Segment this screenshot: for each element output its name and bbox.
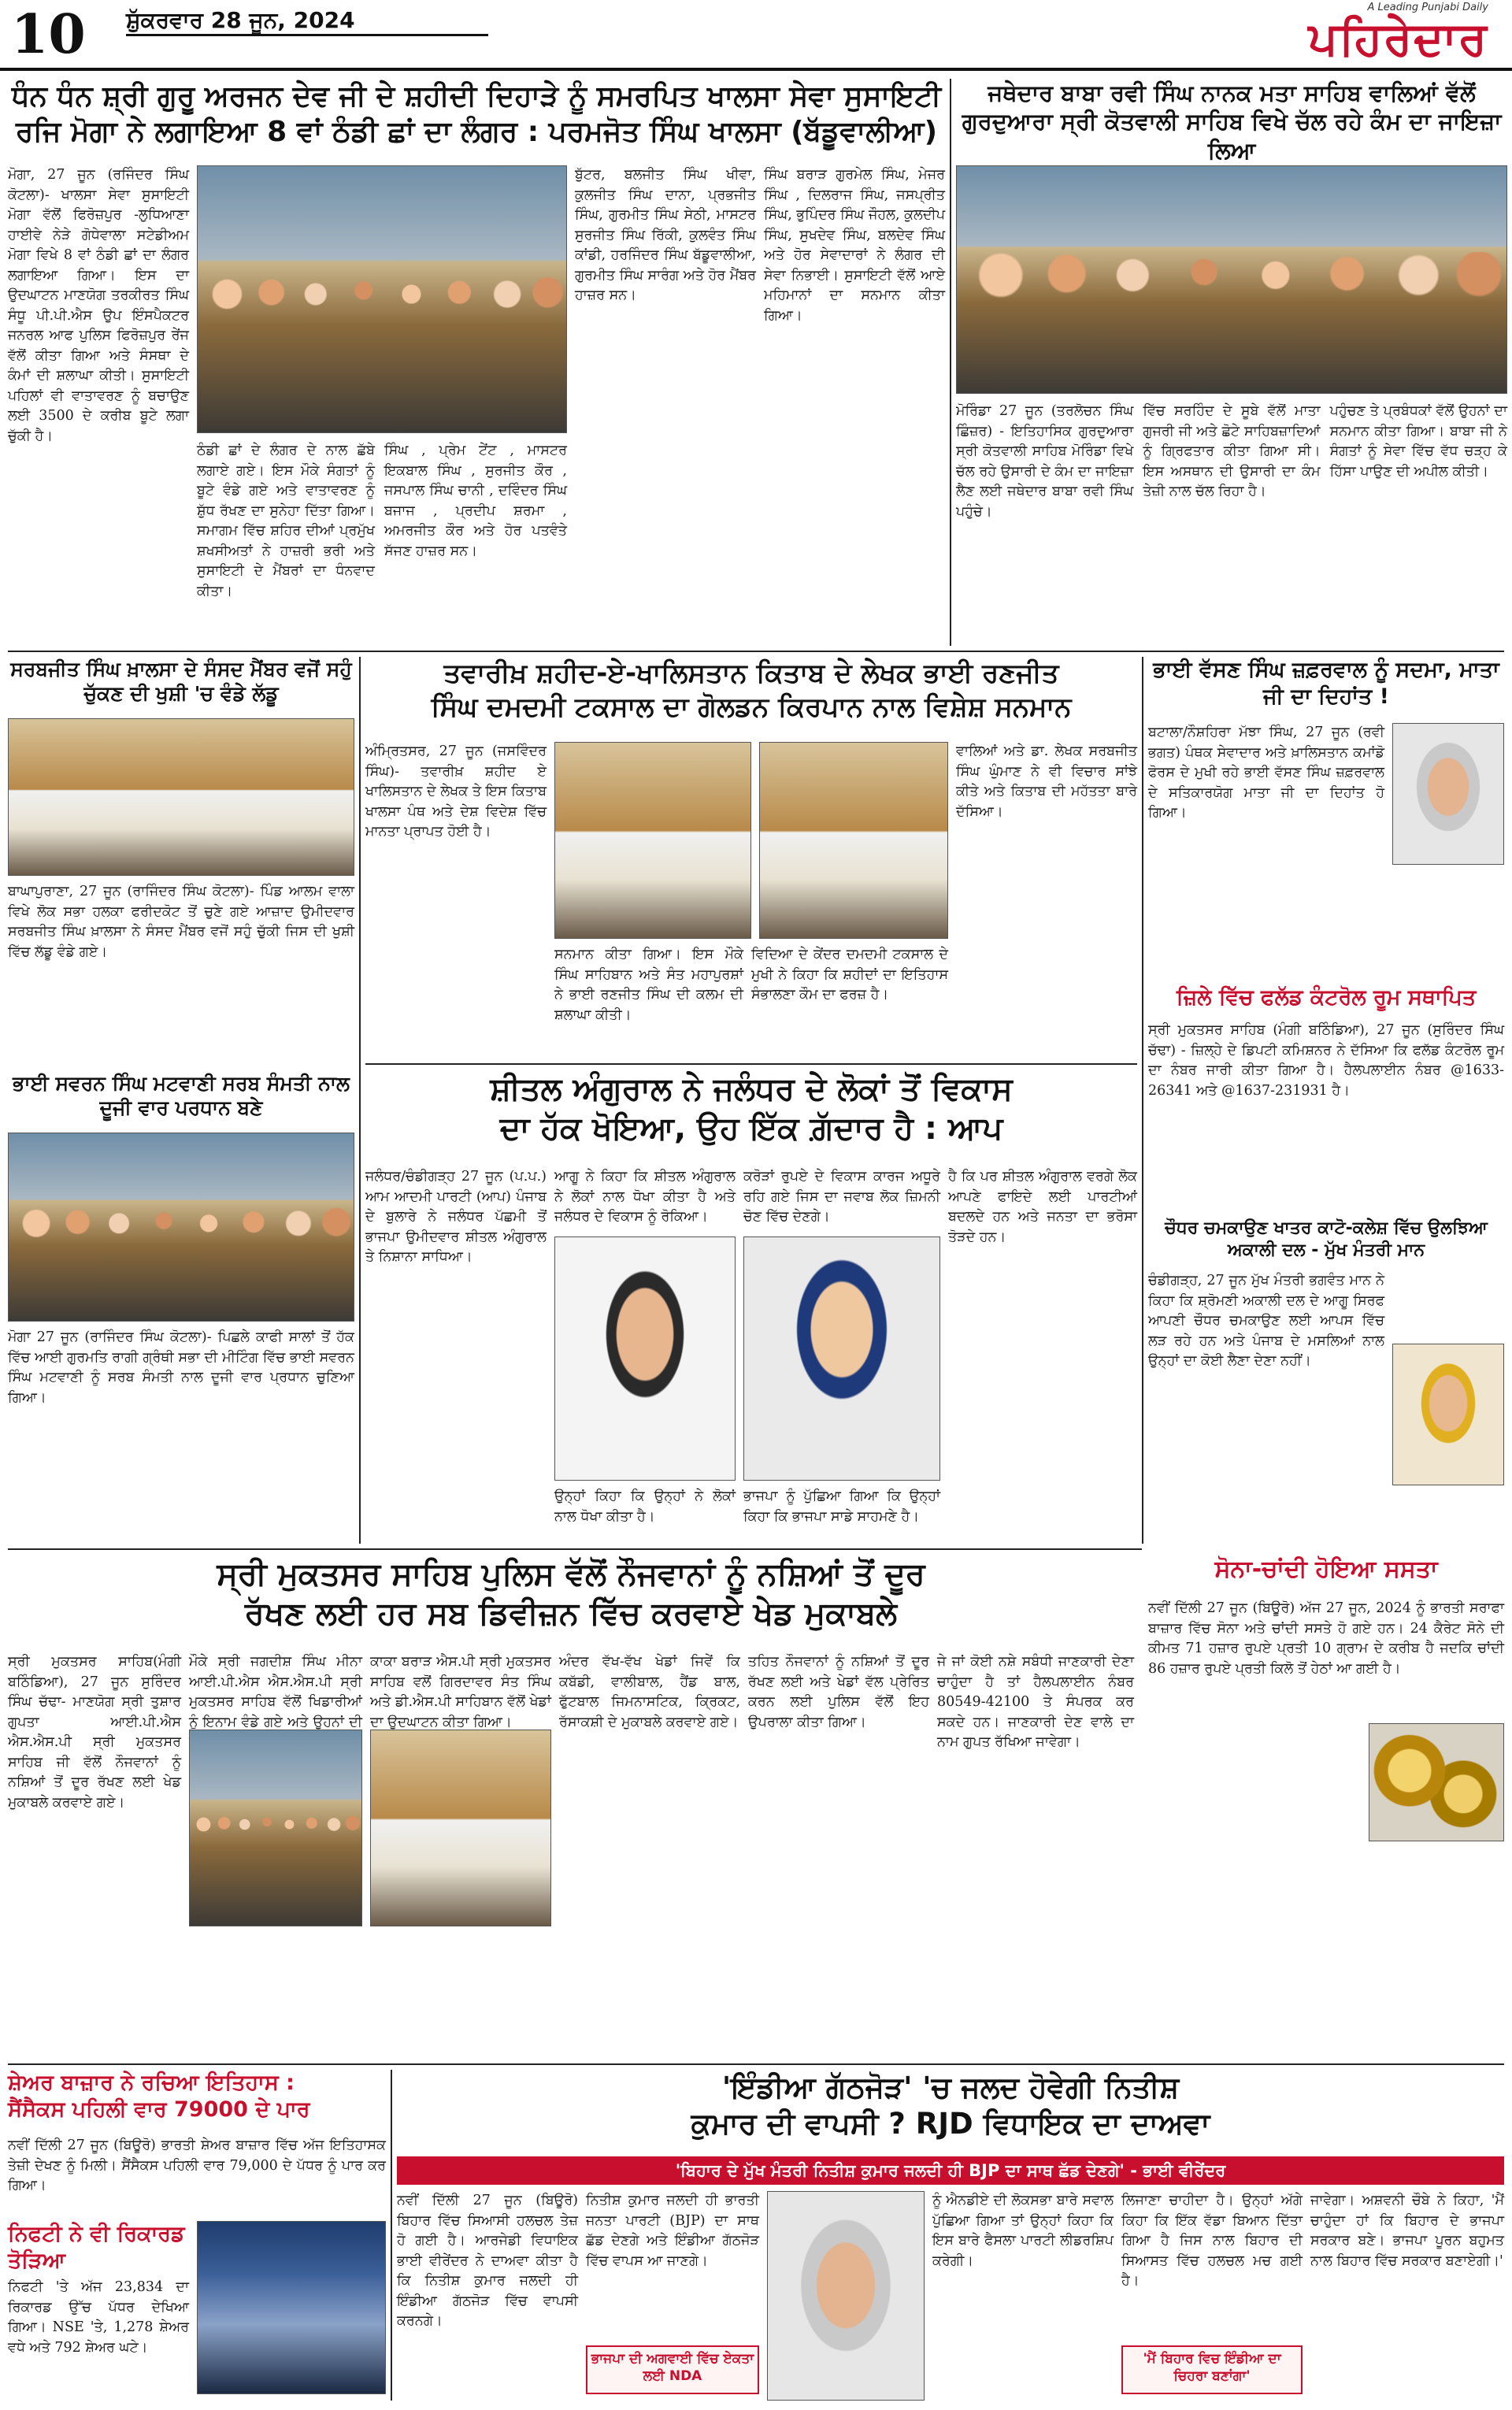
jewellery-photo (1369, 1723, 1504, 1841)
masthead (0, 0, 1512, 71)
column-rule (1142, 657, 1143, 1544)
sub-headline: ਨਿਫਟੀ ਨੇ ਵੀ ਰਿਕਾਰਡ ਤੋੜਿਆ (8, 2222, 185, 2273)
story-column: ਠੰਡੀ ਛਾਂ ਦੇ ਲੰਗਰ ਦੇ ਨਾਲ ਛੱਬੇ ਲਗਾਏ ਗਏ। ਇਸ ਮੌਕੇ ਸੰਗਤਾਂ ਨੂੰ ਬੂਟੇ ਵੰਡੇ ਗਏ ਅਤੇ ਵਾਤਾਵਰਣ ਨੂੰ ਸ਼ੁੱਧ ਰੱਖਣ ਦਾ ਸੁਨੇਹਾ ਦਿੱਤਾ ਗਿਆ। ਸਮਾਗਮ ਵਿੱਚ ਸ਼ਹਿਰ ਦੀਆਂ ਪ੍ਰਮੁੱਖ ਸ਼ਖਸੀਅਤਾਂ ਨੇ ਹਾਜ਼ਰੀ ਭਰੀ ਅਤੇ ਸੁਸਾਇਟੀ ਦੇ ਮੈਂਬਰਾਂ ਦਾ ਧੰਨਵਾਦ ਕੀਤਾ। (197, 443, 375, 599)
story-headline (8, 2070, 386, 2130)
story-kotwali-sahib (956, 79, 1507, 646)
story-column: ਸਿੰਘ ਬਰਾੜ ਗੁਰਮੇਲ ਸਿੰਘ, ਮੇਜਰ ਸਿੰਘ , ਦਿਲਰਾਜ ਸਿੰਘ, ਜਸਪ੍ਰੀਤ ਸਿੰਘ, ਭੁਪਿੰਦਰ ਸਿੰਘ ਜੌਹਲ, ਕੁਲਦੀਪ ਸਿੰਘ, ਸੁਖਦੇਵ ਸਿੰਘ, ਬਲਦੇਵ ਸਿੰਘ ਅਤੇ ਹੋਰ ਸੇਵਾਦਾਰਾਂ ਨੇ ਲੰਗਰ ਦੀ ਸੇਵਾ ਨਿਭਾਈ। ਸੁਸਾਇਟੀ ਵੱਲੋਂ ਆਏ ਮਹਿਮਾਨਾਂ ਦਾ ਸਨਮਾਨ ਕੀਤਾ ਗਿਆ। (764, 167, 945, 324)
story-matwani-president (8, 1071, 354, 1544)
brand (1308, 2, 1488, 64)
story-column: ਪਹੁੰਚਣ ਤੇ ਪ੍ਰਬੰਧਕਾਂ ਵੱਲੋਂ ਉਹਨਾਂ ਦਾ ਸਨਮਾਨ ਕੀਤਾ ਗਿਆ। ਬਾਬਾ ਜੀ ਨੇ ਸੰਗਤਾਂ ਨੂੰ ਸੇਵਾ ਵਿੱਚ ਵੱਧ ਚੜ੍ਹ ਕੇ ਹਿੱਸਾ ਪਾਉਣ ਦੀ ਅਪੀਲ ਕੀਤੀ। (1329, 403, 1507, 480)
paper-name: ਪਹਿਰੇਦਾਰ (1308, 12, 1488, 65)
story-headline: ਚੌਧਰ ਚਮਕਾਉਣ ਖਾਤਰ ਕਾਟੋ-ਕਲੇਸ਼ ਵਿੱਚ ਉਲਝਿਆ ਅਕਾਲੀ ਦਲ - ਮੁੱਖ ਮੰਤਰੀ ਮਾਨ (1165, 1218, 1488, 1260)
headline-line: ਸੈਂਸੈਕਸ ਪਹਿਲੀ ਵਾਰ 79000 ਦੇ ਪਾਰ (8, 2097, 310, 2122)
story-column: ਜਾਵੇਗਾ। ਅਸ਼ਵਨੀ ਚੌਬੇ ਨੇ ਕਿਹਾ, 'ਮੈਂ ਚਾਹੁੰਦਾ ਹਾਂ ਕਿ ਬਿਹਾਰ ਦੇ ਭਾਜਪਾ ਸਰਕਾਰ ਬਣੇ। ਭਾਜਪਾ ਪੂਰਨ ਬਹੁਮਤ ਨਾਲ ਬਿਹਾਰ ਵਿੱਚ ਸਰਕਾਰ ਬਣਾਏਗੀ।' (1310, 2193, 1504, 2269)
story-khalsa-seva (8, 79, 945, 646)
story-zafarwal-condolence (1148, 657, 1504, 980)
story-column: ਨਵੀਂ ਦਿੱਲੀ 27 ਜੂਨ (ਬਿਊਰੋ) ਭਾਰਤੀ ਸ਼ੇਅਰ ਬਾਜ਼ਾਰ ਵਿੱਚ ਅੱਜ ਇਤਿਹਾਸਕ ਤੇਜ਼ੀ ਦੇਖਣ ਨੂੰ ਮਿਲੀ। ਸੈਂਸੈਕਸ ਪਹਿਲੀ ਵਾਰ 79,000 ਦੇ ਪੱਧਰ ਨੂੰ ਪਾਰ ਕਰ ਗਿਆ। (8, 2137, 386, 2193)
portrait-photo (743, 1237, 940, 1481)
story-sarabjit-oath (8, 657, 354, 1066)
headline-line: ਸ਼ੇਅਰ ਬਾਜ਼ਾਰ ਨੇ ਰਚਿਆ ਇਤਿਹਾਸ : (8, 2071, 295, 2095)
story-column: ਬੁੱਟਰ, ਬਲਜੀਤ ਸਿੰਘ ਖੀਵਾ, ਕੁਲਜੀਤ ਸਿੰਘ ਦਾਨਾ, ਪ੍ਰਭਜੀਤ ਸਿੰਘ, ਗੁਰਮੀਤ ਸਿੰਘ ਸੇਠੀ, ਮਾਸਟਰ ਸੁਰਜੀਤ ਸਿੰਘ ਰਿੱਕੀ, ਕੁਲਵੰਤ ਸਿੰਘ ਕਾਂਡੀ, ਹਰਜਿੰਦਰ ਸਿੰਘ ਬੱਡੂਵਾਲੀਆ, ਗੁਰਮੀਤ ਸਿੰਘ ਸਾਰੰਗ ਅਤੇ ਹੋਰ ਮੈਂਬਰ ਹਾਜ਼ਰ ਸਨ। (575, 167, 756, 303)
story-police-sports (8, 1555, 1134, 2059)
story-column: ਅੰਦਰ ਵੱਖ-ਵੱਖ ਖੇਡਾਂ ਜਿਵੇਂ ਕਿ ਕਬੱਡੀ, ਵਾਲੀਬਾਲ, ਹੈਂਡ ਬਾਲ, ਫੁੱਟਬਾਲ ਜਿਮਨਾਸਟਿਕ, ਕ੍ਰਿਕਟ, ਰੱਸਾਕਸ਼ੀ ਦੇ ਮੁਕਾਬਲੇ ਕਰਵਾਏ ਗਏ। (559, 1654, 740, 1730)
story-column: ਨੂੰ ਐਨਡੀਏ ਦੀ ਲੋਕਸਭਾ ਬਾਰੇ ਸਵਾਲ ਪੁੱਛਿਆ ਗਿਆ ਤਾਂ ਉਨ੍ਹਾਂ ਕਿਹਾ ਕਿ ਇਸ ਬਾਰੇ ਫੈਸਲਾ ਪਾਰਟੀ ਲੀਡਰਸ਼ਿਪ ਕਰੇਗੀ। (932, 2193, 1114, 2269)
column-rule (391, 2070, 392, 2401)
ladoo-photo (8, 718, 354, 876)
story-column: ਮੋਰਿੰਡਾ 27 ਜੂਨ (ਤਰਲੋਚਨ ਸਿੰਘ ਛਿੰਜ਼ਰ) - ਇਤਿਹਾਸਿਕ ਗੁਰਦੁਆਰਾ ਸ੍ਰੀ ਕੋਤਵਾਲੀ ਸਾਹਿਬ ਮੋਰਿੰਡਾ ਵਿਖੇ ਚੱਲ ਰਹੇ ਉਸਾਰੀ ਦੇ ਕੰਮ ਦਾ ਜਾਇਜ਼ਾ ਲੈਣ ਲਈ ਜਥੇਦਾਰ ਬਾਬਾ ਰਵੀ ਸਿੰਘ ਪਹੁੰਚੇ। (956, 403, 1134, 520)
story-headline: ਭਾਈ ਵੱਸਣ ਸਿੰਘ ਜ਼ਫ਼ਰਵਾਲ ਨੂੰ ਸਦਮਾ, ਮਾਤਾ ਜੀ ਦਾ ਦਿਹਾਂਤ ! (1153, 658, 1499, 709)
sports-photo (189, 1730, 362, 1926)
headline-line: ਸ਼ੀਤਲ ਅੰਗੁਰਾਲ ਨੇ ਜਲੰਧਰ ਦੇ ਲੋਕਾਂ ਤੋਂ ਵਿਕਾਸ (490, 1071, 1013, 1107)
story-headline (365, 1070, 1137, 1161)
elder-photo (1392, 723, 1504, 865)
column-rule (950, 79, 951, 646)
issue-date: ਸ਼ੁੱਕਰਵਾਰ 28 ਜੂਨ, 2024 (126, 5, 488, 36)
photo-caption: ਉਨ੍ਹਾਂ ਕਿਹਾ ਕਿ ਉਨ੍ਹਾਂ ਨੇ ਲੋਕਾਂ ਨਾਲ ਧੋਖਾ ਕੀਤਾ ਹੈ। (554, 1489, 736, 1525)
headline-line: 'ਇੰਡੀਆ ਗੱਠਜੋੜ' 'ਚ ਜਲਦ ਹੋਵੇਗੀ ਨਿਤੀਸ਼ (721, 2071, 1180, 2104)
story-column: ਸ੍ਰੀ ਮੁਕਤਸਰ ਸਾਹਿਬ (ਮੰਗੀ ਬਠਿੰਡਿਆ), 27 ਜੂਨ (ਸੁਰਿੰਦਰ ਸਿੰਘ ਚੱਢਾ) - ਜ਼ਿਲ੍ਹੇ ਦੇ ਡਿਪਟੀ ਕਮਿਸ਼ਨਰ ਨੇ ਦੱਸਿਆ ਕਿ ਫਲੱਡ ਕੰਟਰੋਲ ਰੂਮ ਦਾ ਨੰਬਰ ਜਾਰੀ ਕੀਤਾ ਗਿਆ ਹੈ। ਹੈਲਪਲਾਈਨ ਨੰਬਰ @1633-26341 ਅਤੇ @1637-231931 ਹੈ। (1148, 1022, 1504, 1099)
story-column: ਚੰਡੀਗੜ੍ਹ, 27 ਜੂਨ ਮੁੱਖ ਮੰਤਰੀ ਭਗਵੰਤ ਮਾਨ ਨੇ ਕਿਹਾ ਕਿ ਸ਼੍ਰੋਮਣੀ ਅਕਾਲੀ ਦਲ ਦੇ ਆਗੂ ਸਿਰਫ ਆਪਣੀ ਚੌਧਰ ਚਮਕਾਉਣ ਲਈ ਆਪਸ ਵਿੱਚ ਲੜ ਰਹੇ ਹਨ ਅਤੇ ਪੰਜਾਬ ਦੇ ਮਸਲਿਆਂ ਨਾਲ ਉਨ੍ਹਾਂ ਦਾ ਕੋਈ ਲੈਣਾ ਦੇਣਾ ਨਹੀਂ। (1148, 1273, 1384, 1369)
honour-photo (759, 742, 948, 939)
story-headline (8, 79, 945, 161)
section-rule (8, 651, 1504, 652)
page-number: 10 (11, 3, 86, 66)
story-column: ਮੌਕੇ ਸ੍ਰੀ ਜਗਦੀਸ਼ ਸਿੰਘ ਮੀਨਾ ਆਈ.ਪੀ.ਐਸ ਐਸ.ਐਸ.ਪੀ ਸ੍ਰੀ ਮੁਕਤਸਰ ਸਾਹਿਬ ਵੱਲੋਂ ਖਿਡਾਰੀਆਂ ਨੂੰ ਇਨਾਮ ਵੰਡੇ ਗਏ ਅਤੇ ਉਹਨਾਂ ਦੀ (189, 1654, 362, 1730)
story-headline: ਸਰਬਜੀਤ ਸਿੰਘ ਖ਼ਾਲਸਾ ਦੇ ਸੰਸਦ ਮੈਂਬਰ ਵਜੋਂ ਸਹੁੰ ਚੁੱਕਣ ਦੀ ਖੁਸ਼ੀ 'ਚ ਵੰਡੇ ਲੱਡੂ (10, 658, 352, 706)
story-column: ਤਹਿਤ ਨੌਜਵਾਨਾਂ ਨੂੰ ਨਸ਼ਿਆਂ ਤੋਂ ਦੂਰ ਰੱਖਣ ਲਈ ਅਤੇ ਖੇਡਾਂ ਵੱਲ ਪ੍ਰੇਰਿਤ ਕਰਨ ਲਈ ਪੁਲਿਸ ਵੱਲੋਂ ਇਹ ਉਪਰਾਲਾ ਕੀਤਾ ਗਿਆ। (748, 1654, 929, 1730)
story-column: ਸਿੰਘ , ਪ੍ਰੇਮ ਟੇਂਟ , ਮਾਸਟਰ ਇਕਬਾਲ ਸਿੰਘ , ਸੁਰਜੀਤ ਕੌਰ , ਜਸਪਾਲ ਸਿੰਘ ਚਾਨੀ , ਦਵਿੰਦਰ ਸਿੰਘ ਬਜਾਜ , ਪ੍ਰਦੀਪ ਸ਼ਰਮਾ , ਅਮਰਜੀਤ ਕੌਰ ਅਤੇ ਹੋਰ ਪਤਵੰਤੇ ਸੱਜਣ ਹਾਜ਼ਰ ਸਨ। (384, 443, 567, 559)
story-ranjit-singh-honour (365, 657, 1137, 1059)
headline-line: ਤਵਾਰੀਖ਼ ਸ਼ਹੀਦ-ਏ-ਖਾਲਿਸਤਾਨ ਕਿਤਾਬ ਦੇ ਲੇਖਕ ਭਾਈ ਰਣਜੀਤ (443, 658, 1059, 689)
story-headline: ਜ਼ਿਲੇ ਵਿੱਚ ਫਲੱਡ ਕੰਟਰੋਲ ਰੂਮ ਸਥਾਪਿਤ (1176, 985, 1477, 1010)
section-rule (365, 1063, 1137, 1065)
story-column: ਅੰਮ੍ਰਿਤਸਰ, 27 ਜੂਨ (ਜਸਵਿੰਦਰ ਸਿੰਘ)- ਤਵਾਰੀਖ਼ ਸ਼ਹੀਦ ਏ ਖਾਲਿਸਤਾਨ ਦੇ ਲੇਖਕ ਤੇ ਇਸ ਕਿਤਾਬ ਖਾਲਸਾ ਪੰਥ ਅਤੇ ਦੇਸ਼ ਵਿਦੇਸ਼ ਵਿੱਚ ਮਾਨਤਾ ਪ੍ਰਾਪਤ ਹੋਈ ਹੈ। (365, 743, 547, 840)
story-flood-control (1148, 984, 1504, 1213)
story-headline (397, 2070, 1504, 2152)
visit-photo (956, 165, 1507, 394)
headline-line: ਗੁਰਦੁਆਰਾ ਸ੍ਰੀ ਕੋਤਵਾਲੀ ਸਾਹਿਬ ਵਿਖੇ ਚੱਲ ਰਹੇ ਕੰਮ ਦਾ ਜਾਇਜ਼ਾ ਲਿਆ (962, 108, 1502, 164)
story-column: ਮੋਗਾ, 27 ਜੂਨ (ਰਜਿੰਦਰ ਸਿੰਘ ਕੋਟਲਾ)- ਖਾਲਸਾ ਸੇਵਾ ਸੁਸਾਇਟੀ ਮੋਗਾ ਵੱਲੋਂ ਫਿਰੋਜ਼ਪੁਰ -ਲੁਧਿਆਣਾ ਹਾਈਵੇ ਨੇੜੇ ਗੋਧੇਵਾਲਾ ਸਟੇਡੀਅਮ ਮੋਗਾ ਵਿਖੇ 8 ਵਾਂ ਠੰਡੀ ਛਾਂ ਦਾ ਲੰਗਰ ਲਗਾਇਆ ਗਿਆ। ਇਸ ਦਾ ਉਦਘਾਟਨ ਮਾਣਯੋਗ ਤਰਕੀਰਤ ਸਿੰਘ ਸੰਧੂ ਪੀ.ਪੀ.ਐਸ ਉਪ ਇੰਸਪੈਕਟਰ ਜਨਰਲ ਆਫ ਪੁਲਿਸ ਫਿਰੋਜ਼ਪੁਰ ਰੇਂਜ ਵੱਲੋਂ ਕੀਤਾ ਗਿਆ ਅਤੇ ਸੰਸਥਾ ਦੇ ਕੰਮਾਂ ਦੀ ਸ਼ਲਾਘਾ ਕੀਤੀ। ਸੁਸਾਇਟੀ ਪਹਿਲਾਂ ਵੀ ਵਾਤਾਵਰਣ ਨੂੰ ਬਚਾਉਣ ਲਈ 3500 ਦੇ ਕਰੀਬ ਬੂਟੇ ਲਗਾ ਚੁੱਕੀ ਹੈ। (8, 167, 189, 444)
sabha-photo (8, 1133, 354, 1322)
headline-line: ਸ੍ਰੀ ਮੁਕਤਸਰ ਸਾਹਿਬ ਪੁਲਿਸ ਵੱਲੋਂ ਨੌਜਵਾਨਾਂ ਨੂੰ ਨਸ਼ਿਆਂ ਤੋਂ ਦੂਰ (217, 1556, 925, 1592)
group-photo (197, 165, 567, 433)
story-column: ਮੋਗਾ 27 ਜੂਨ (ਰਾਜਿੰਦਰ ਸਿੰਘ ਕੋਟਲਾ)- ਪਿਛਲੇ ਕਾਫੀ ਸਾਲਾਂ ਤੋਂ ਹੱਕ ਵਿੱਚ ਆਈ ਗੁਰਮਤਿ ਰਾਗੀ ਗ੍ਰੰਥੀ ਸਭਾ ਦੀ ਮੀਟਿੰਗ ਵਿੱਚ ਭਾਈ ਸਵਰਨ ਸਿੰਘ ਮਟਵਾਣੀ ਨੂੰ ਸਰਬ ਸੰਮਤੀ ਨਾਲ ਦੂਜੀ ਵਾਰ ਪ੍ਰਧਾਨ ਚੁਣਿਆ ਗਿਆ। (8, 1329, 354, 1406)
story-column: ਨਿਤੀਸ਼ ਕੁਮਾਰ ਜਲਦੀ ਹੀ ਭਾਰਤੀ ਜਨਤਾ ਪਾਰਟੀ (BJP) ਦਾ ਸਾਥ ਛੱਡ ਦੇਣਗੇ ਅਤੇ ਇੰਡੀਆ ਗੱਠਜੋੜ ਵਿੱਚ ਵਾਪਸ ਆ ਜਾਣਗੇ। (586, 2193, 759, 2269)
portrait-photo (554, 1237, 736, 1481)
story-nitish-kumar (397, 2070, 1504, 2401)
story-column: ਸ੍ਰੀ ਮੁਕਤਸਰ ਸਾਹਿਬ(ਮੰਗੀ ਬਠਿੰਡਿਆ), 27 ਜੂਨ ਸੁਰਿੰਦਰ ਸਿੰਘ ਚੱਢਾ- ਮਾਣਯੋਗ ਸ੍ਰੀ ਤੁਸ਼ਾਰ ਗੁਪਤਾ ਆਈ.ਪੀ.ਐਸ ਐਸ.ਐਸ.ਪੀ ਸ੍ਰੀ ਮੁਕਤਸਰ ਸਾਹਿਬ ਜੀ ਵੱਲੋਂ ਨੌਜਵਾਨਾਂ ਨੂੰ ਨਸ਼ਿਆਂ ਤੋਂ ਦੂਰ ਰੱਖਣ ਲਈ ਖੇਡ ਮੁਕਾਬਲੇ ਕਰਵਾਏ ਗਏ। (8, 1654, 181, 1811)
quote-box: 'ਮੈਂ ਬਿਹਾਰ ਵਿਚ ਇੰਡੀਆ ਦਾ ਚਿਹਰਾ ਬਣਾਂਗਾ' (1121, 2345, 1303, 2394)
honour-photo (554, 742, 751, 939)
headline-line: ਰਜਿ ਮੋਗਾ ਨੇ ਲਗਾਇਆ 8 ਵਾਂ ਠੰਡੀ ਛਾਂ ਦਾ ਲੰਗਰ : ਪਰਮਜੋਤ ਸਿੰਘ ਖਾਲਸਾ (ਬੱਡੂਵਾਲੀਆ) (15, 116, 938, 148)
story-gold-silver (1148, 1555, 1504, 2059)
story-column: ਵਿੱਚ ਸਰਹਿੰਦ ਦੇ ਸੂਬੇ ਵੱਲੋਂ ਮਾਤਾ ਗੁਜਰੀ ਜੀ ਅਤੇ ਛੋਟੇ ਸਾਹਿਬਜ਼ਾਦਿਆਂ ਨੂੰ ਗ੍ਰਿਫਤਾਰ ਕੀਤਾ ਗਿਆ ਸੀ। ਇਸ ਅਸਥਾਨ ਦੀ ਉਸਾਰੀ ਦਾ ਕੰਮ ਤੇਜ਼ੀ ਨਾਲ ਚੱਲ ਰਿਹਾ ਹੈ। (1143, 403, 1321, 499)
headline-line: ਸਿੰਘ ਦਮਦਮੀ ਟਕਸਾਲ ਦਾ ਗੋਲਡਨ ਕਿਰਪਾਨ ਨਾਲ ਵਿਸ਼ੇਸ਼ ਸਨਮਾਨ (431, 691, 1072, 723)
story-column: ਜਲੰਧਰ/ਚੰਡੀਗੜ੍ਹ 27 ਜੂਨ (ਪ.ਪ.) ਆਮ ਆਦਮੀ ਪਾਰਟੀ (ਆਪ) ਪੰਜਾਬ ਦੇ ਬੁਲਾਰੇ ਨੇ ਜਲੰਧਰ ਪੱਛਮੀ ਤੋਂ ਭਾਜਪਾ ਉਮੀਦਵਾਰ ਸ਼ੀਤਲ ਅੰਗੁਰਾਲ ਤੇ ਨਿਸ਼ਾਨਾ ਸਾਧਿਆ। (365, 1169, 547, 1265)
story-headline: ਭਾਈ ਸਵਰਨ ਸਿੰਘ ਮਟਵਾਣੀ ਸਰਬ ਸੰਮਤੀ ਨਾਲ ਦੂਜੀ ਵਾਰ ਪਰਧਾਨ ਬਣੇ (13, 1072, 350, 1120)
story-column: ਵਾਲਿਆਂ ਅਤੇ ਡਾ. ਲੇਖਕ ਸਰਬਜੀਤ ਸਿੰਘ ਘੁੰਮਾਣ ਨੇ ਵੀ ਵਿਚਾਰ ਸਾਂਝੇ ਕੀਤੇ ਅਤੇ ਕਿਤਾਬ ਦੀ ਮਹੱਤਤਾ ਬਾਰੇ ਦੱਸਿਆ। (956, 743, 1137, 820)
story-column: ਆਗੂ ਨੇ ਕਿਹਾ ਕਿ ਸ਼ੀਤਲ ਅੰਗੁਰਾਲ ਨੇ ਲੋਕਾਂ ਨਾਲ ਧੋਖਾ ਕੀਤਾ ਹੈ ਅਤੇ ਜਲੰਧਰ ਦੇ ਵਿਕਾਸ ਨੂੰ ਰੋਕਿਆ। (554, 1169, 736, 1225)
story-sheetal-angural (365, 1070, 1137, 1544)
story-column: ਲਿਜਾਣਾ ਚਾਹੀਦਾ ਹੈ। ਉਨ੍ਹਾਂ ਅੱਗੇ ਕਿਹਾ ਕਿ ਇੱਕ ਵੱਡਾ ਬਿਆਨ ਦਿੱਤਾ ਗਿਆ ਹੈ ਜਿਸ ਨਾਲ ਬਿਹਾਰ ਦੀ ਸਿਆਸਤ ਵਿੱਚ ਹਲਚਲ ਮਚ ਗਈ ਹੈ। (1121, 2193, 1303, 2289)
nda-caption: ਭਾਜਪਾ ਦੀ ਅਗਵਾਈ ਵਿੱਚ ਏਕਤਾ ਲਈ NDA (586, 2345, 759, 2394)
nitish-kumar-photo (767, 2191, 925, 2401)
story-column: ਸਨਮਾਨ ਕੀਤਾ ਗਿਆ। ਇਸ ਮੌਕੇ ਸਿੰਘ ਸਾਹਿਬਾਨ ਅਤੇ ਸੰਤ ਮਹਾਪੁਰਸ਼ਾਂ ਨੇ ਭਾਈ ਰਣਜੀਤ ਸਿੰਘ ਦੀ ਕਲਮ ਦੀ ਸ਼ਲਾਘਾ ਕੀਤੀ। (554, 947, 743, 1023)
story-column: ਨਵੀਂ ਦਿੱਲੀ 27 ਜੂਨ (ਬਿਊਰੋ) ਅੱਜ 27 ਜੂਨ, 2024 ਨੂੰ ਭਾਰਤੀ ਸਰਾਫਾ ਬਾਜ਼ਾਰ ਵਿੱਚ ਸੋਨਾ ਅਤੇ ਚਾਂਦੀ ਸਸਤੇ ਹੋ ਗਏ ਹਨ। 24 ਕੈਰੇਟ ਸੋਨੇ ਦੀ ਕੀਮਤ 71 ਹਜ਼ਾਰ ਰੁਪਏ ਪ੍ਰਤੀ 10 ਗ੍ਰਾਮ ਦੇ ਕਰੀਬ ਹੈ ਜਦਕਿ ਚਾਂਦੀ 86 ਹਜ਼ਾਰ ਰੁਪਏ ਪ੍ਰਤੀ ਕਿਲੋ ਤੋਂ ਹੇਠਾਂ ਆ ਗਈ ਹੈ। (1148, 1600, 1504, 1677)
story-headline (365, 657, 1137, 736)
sports-photo (370, 1730, 551, 1926)
story-column: ਬਟਾਲਾ/ਨੌਸ਼ਹਿਰਾ ਮੱਝਾ ਸਿੰਘ, 27 ਜੂਨ (ਰਵੀ ਭਗਤ) ਪੰਥਕ ਸੇਵਾਦਾਰ ਅਤੇ ਖ਼ਾਲਿਸਤਾਨ ਕਮਾਂਡੋ ਫੋਰਸ ਦੇ ਮੁਖੀ ਰਹੇ ਭਾਈ ਵੱਸਣ ਸਿੰਘ ਜ਼ਫ਼ਰਵਾਲ ਦੇ ਸਤਿਕਾਰਯੋਗ ਮਾਤਾ ਜੀ ਦਾ ਦਿਹਾਂਤ ਹੋ ਗਿਆ। (1148, 725, 1384, 821)
story-column: ਵਿਦਿਆ ਦੇ ਕੇਂਦਰ ਦਮਦਮੀ ਟਕਸਾਲ ਦੇ ਮੁਖੀ ਨੇ ਕਿਹਾ ਕਿ ਸ਼ਹੀਦਾਂ ਦਾ ਇਤਿਹਾਸ ਸੰਭਾਲਣਾ ਕੌਮ ਦਾ ਫਰਜ਼ ਹੈ। (751, 947, 948, 1003)
photo-caption: ਭਾਜਪਾ ਨੂੰ ਪੁੱਛਿਆ ਗਿਆ ਕਿ ਉਨ੍ਹਾਂ ਕਿਹਾ ਕਿ ਭਾਜਪਾ ਸਾਡੇ ਸਾਹਮਣੇ ਹੈ। (743, 1489, 940, 1525)
story-column: ਬਾਘਾਪੁਰਾਣਾ, 27 ਜੂਨ (ਰਾਜਿੰਦਰ ਸਿੰਘ ਕੋਟਲਾ)- ਪਿੰਡ ਆਲਮ ਵਾਲਾ ਵਿਖੇ ਲੋਕ ਸਭਾ ਹਲਕਾ ਫਰੀਦਕੋਟ ਤੋਂ ਚੁਣੇ ਗਏ ਆਜ਼ਾਦ ਉਮੀਦਵਾਰ ਸਰਬਜੀਤ ਸਿੰਘ ਖ਼ਾਲਸਾ ਨੇ ਸੰਸਦ ਮੈਂਬਰ ਵਜੋਂ ਸਹੁੰ ਚੁੱਕੀ ਜਿਸ ਦੀ ਖੁਸ਼ੀ ਵਿੱਚ ਲੱਡੂ ਵੰਡੇ ਗਏ। (8, 884, 354, 960)
headline-line: ਧੰਨ ਧੰਨ ਸ਼੍ਰੀ ਗੁਰੂ ਅਰਜਨ ਦੇਵ ਜੀ ਦੇ ਸ਼ਹੀਦੀ ਦਿਹਾੜੇ ਨੂੰ ਸਮਰਪਿਤ ਖਾਲਸਾ ਸੇਵਾ ਸੁਸਾਇਟੀ (11, 80, 942, 113)
story-sensex (8, 2070, 386, 2401)
headline-line: ਦਾ ਹੱਕ ਖੋਇਆ, ਉਹ ਇੱਕ ਗ਼ੱਦਾਰ ਹੈ : ਆਪ (499, 1110, 1003, 1147)
story-column: ਕਾਕਾ ਬਰਾੜ ਐਸ.ਪੀ ਸ੍ਰੀ ਮੁਕਤਸਰ ਸਾਹਿਬ ਵਲੋਂ ਗਿਰਦਾਵਰ ਸੰਤ ਸਿੰਘ ਅਤੇ ਡੀ.ਐਸ.ਪੀ ਸਾਹਿਬਾਨ ਵੱਲੋਂ ਖੇਡਾਂ ਦਾ ਉਦਘਾਟਨ ਕੀਤਾ ਗਿਆ। (370, 1654, 551, 1730)
chief-minister-photo (1392, 1344, 1504, 1485)
story-column: ਹੈ ਕਿ ਪਰ ਸ਼ੀਤਲ ਅੰਗੁਰਾਲ ਵਰਗੇ ਲੋਕ ਆਪਣੇ ਫਾਇਦੇ ਲਈ ਪਾਰਟੀਆਂ ਬਦਲਦੇ ਹਨ ਅਤੇ ਜਨਤਾ ਦਾ ਭਰੋਸਾ ਤੋੜਦੇ ਹਨ। (948, 1169, 1137, 1245)
story-headline: ਸੋਨਾ-ਚਾਂਦੀ ਹੋਇਆ ਸਸਤਾ (1214, 1555, 1438, 1583)
section-rule (8, 1548, 1142, 1550)
story-column: ਨਿਫਟੀ 'ਤੇ ਅੱਜ 23,834 ਦਾ ਰਿਕਾਰਡ ਉੱਚ ਪੱਧਰ ਦੇਖਿਆ ਗਿਆ। NSE 'ਤੇ, 1,278 ਸ਼ੇਅਰ ਵਧੇ ਅਤੇ 792 ਸ਼ੇਅਰ ਘਟੇ। (8, 2279, 189, 2356)
story-column: ਕਰੋੜਾਂ ਰੁਪਏ ਦੇ ਵਿਕਾਸ ਕਾਰਜ ਅਧੂਰੇ ਰਹਿ ਗਏ ਜਿਸ ਦਾ ਜਵਾਬ ਲੋਕ ਜ਼ਿਮਨੀ ਚੋਣ ਵਿੱਚ ਦੇਣਗੇ। (743, 1169, 940, 1225)
story-column: ਨਵੀਂ ਦਿੱਲੀ 27 ਜੂਨ (ਬਿਊਰੋ) ਬਿਹਾਰ ਵਿੱਚ ਸਿਆਸੀ ਹਲਚਲ ਤੇਜ਼ ਹੋ ਗਈ ਹੈ। ਆਰਜੇਡੀ ਵਿਧਾਇਕ ਭਾਈ ਵੀਰੇਂਦਰ ਨੇ ਦਾਅਵਾ ਕੀਤਾ ਹੈ ਕਿ ਨਿਤੀਸ਼ ਕੁਮਾਰ ਜਲਦੀ ਹੀ ਇੰਡੀਆ ਗੱਠਜੋੜ ਵਿੱਚ ਵਾਪਸੀ ਕਰਨਗੇ। (397, 2193, 578, 2329)
headline-line: ਕੁਮਾਰ ਦੀ ਵਾਪਸੀ ? RJD ਵਿਧਾਇਕ ਦਾ ਦਾਅਵਾ (691, 2107, 1210, 2141)
story-headline (8, 1555, 1134, 1646)
headline-line: ਰੱਖਣ ਲਈ ਹਰ ਸਬ ਡਿਵੀਜ਼ਨ ਵਿੱਚ ਕਰਵਾਏ ਖੇਡ ਮੁਕਾਬਲੇ (244, 1596, 898, 1632)
story-akali-dal (1148, 1218, 1504, 1544)
brand-tagline: A Leading Punjabi Daily (1367, 2, 1488, 13)
section-rule (8, 2063, 1504, 2065)
column-rule (359, 657, 361, 1544)
story-column: ਜੇ ਜਾਂ ਕੋਈ ਨਸ਼ੇ ਸਬੰਧੀ ਜਾਣਕਾਰੀ ਦੇਣਾ ਚਾਹੁੰਦਾ ਹੈ ਤਾਂ ਹੈਲਪਲਾਈਨ ਨੰਬਰ 80549-42100 ਤੇ ਸੰਪਰਕ ਕਰ ਸਕਦੇ ਹਨ। ਜਾਣਕਾਰੀ ਦੇਣ ਵਾਲੇ ਦਾ ਨਾਮ ਗੁਪਤ ਰੱਖਿਆ ਜਾਵੇਗਾ। (937, 1654, 1134, 1750)
story-subhead: 'ਬਿਹਾਰ ਦੇ ਮੁੱਖ ਮੰਤਰੀ ਨਿਤੀਸ਼ ਕੁਮਾਰ ਜਲਦੀ ਹੀ BJP ਦਾ ਸਾਥ ਛੱਡ ਦੇਣਗੇ' - ਭਾਈ ਵੀਰੇਂਦਰ (397, 2156, 1504, 2185)
story-headline (956, 79, 1507, 164)
stock-exchange-photo (197, 2221, 386, 2394)
headline-line: ਜਥੇਦਾਰ ਬਾਬਾ ਰਵੀ ਸਿੰਘ ਨਾਨਕ ਮਤਾ ਸਾਹਿਬ ਵਾਲਿਆਂ ਵੱਲੋਂ (988, 80, 1476, 106)
